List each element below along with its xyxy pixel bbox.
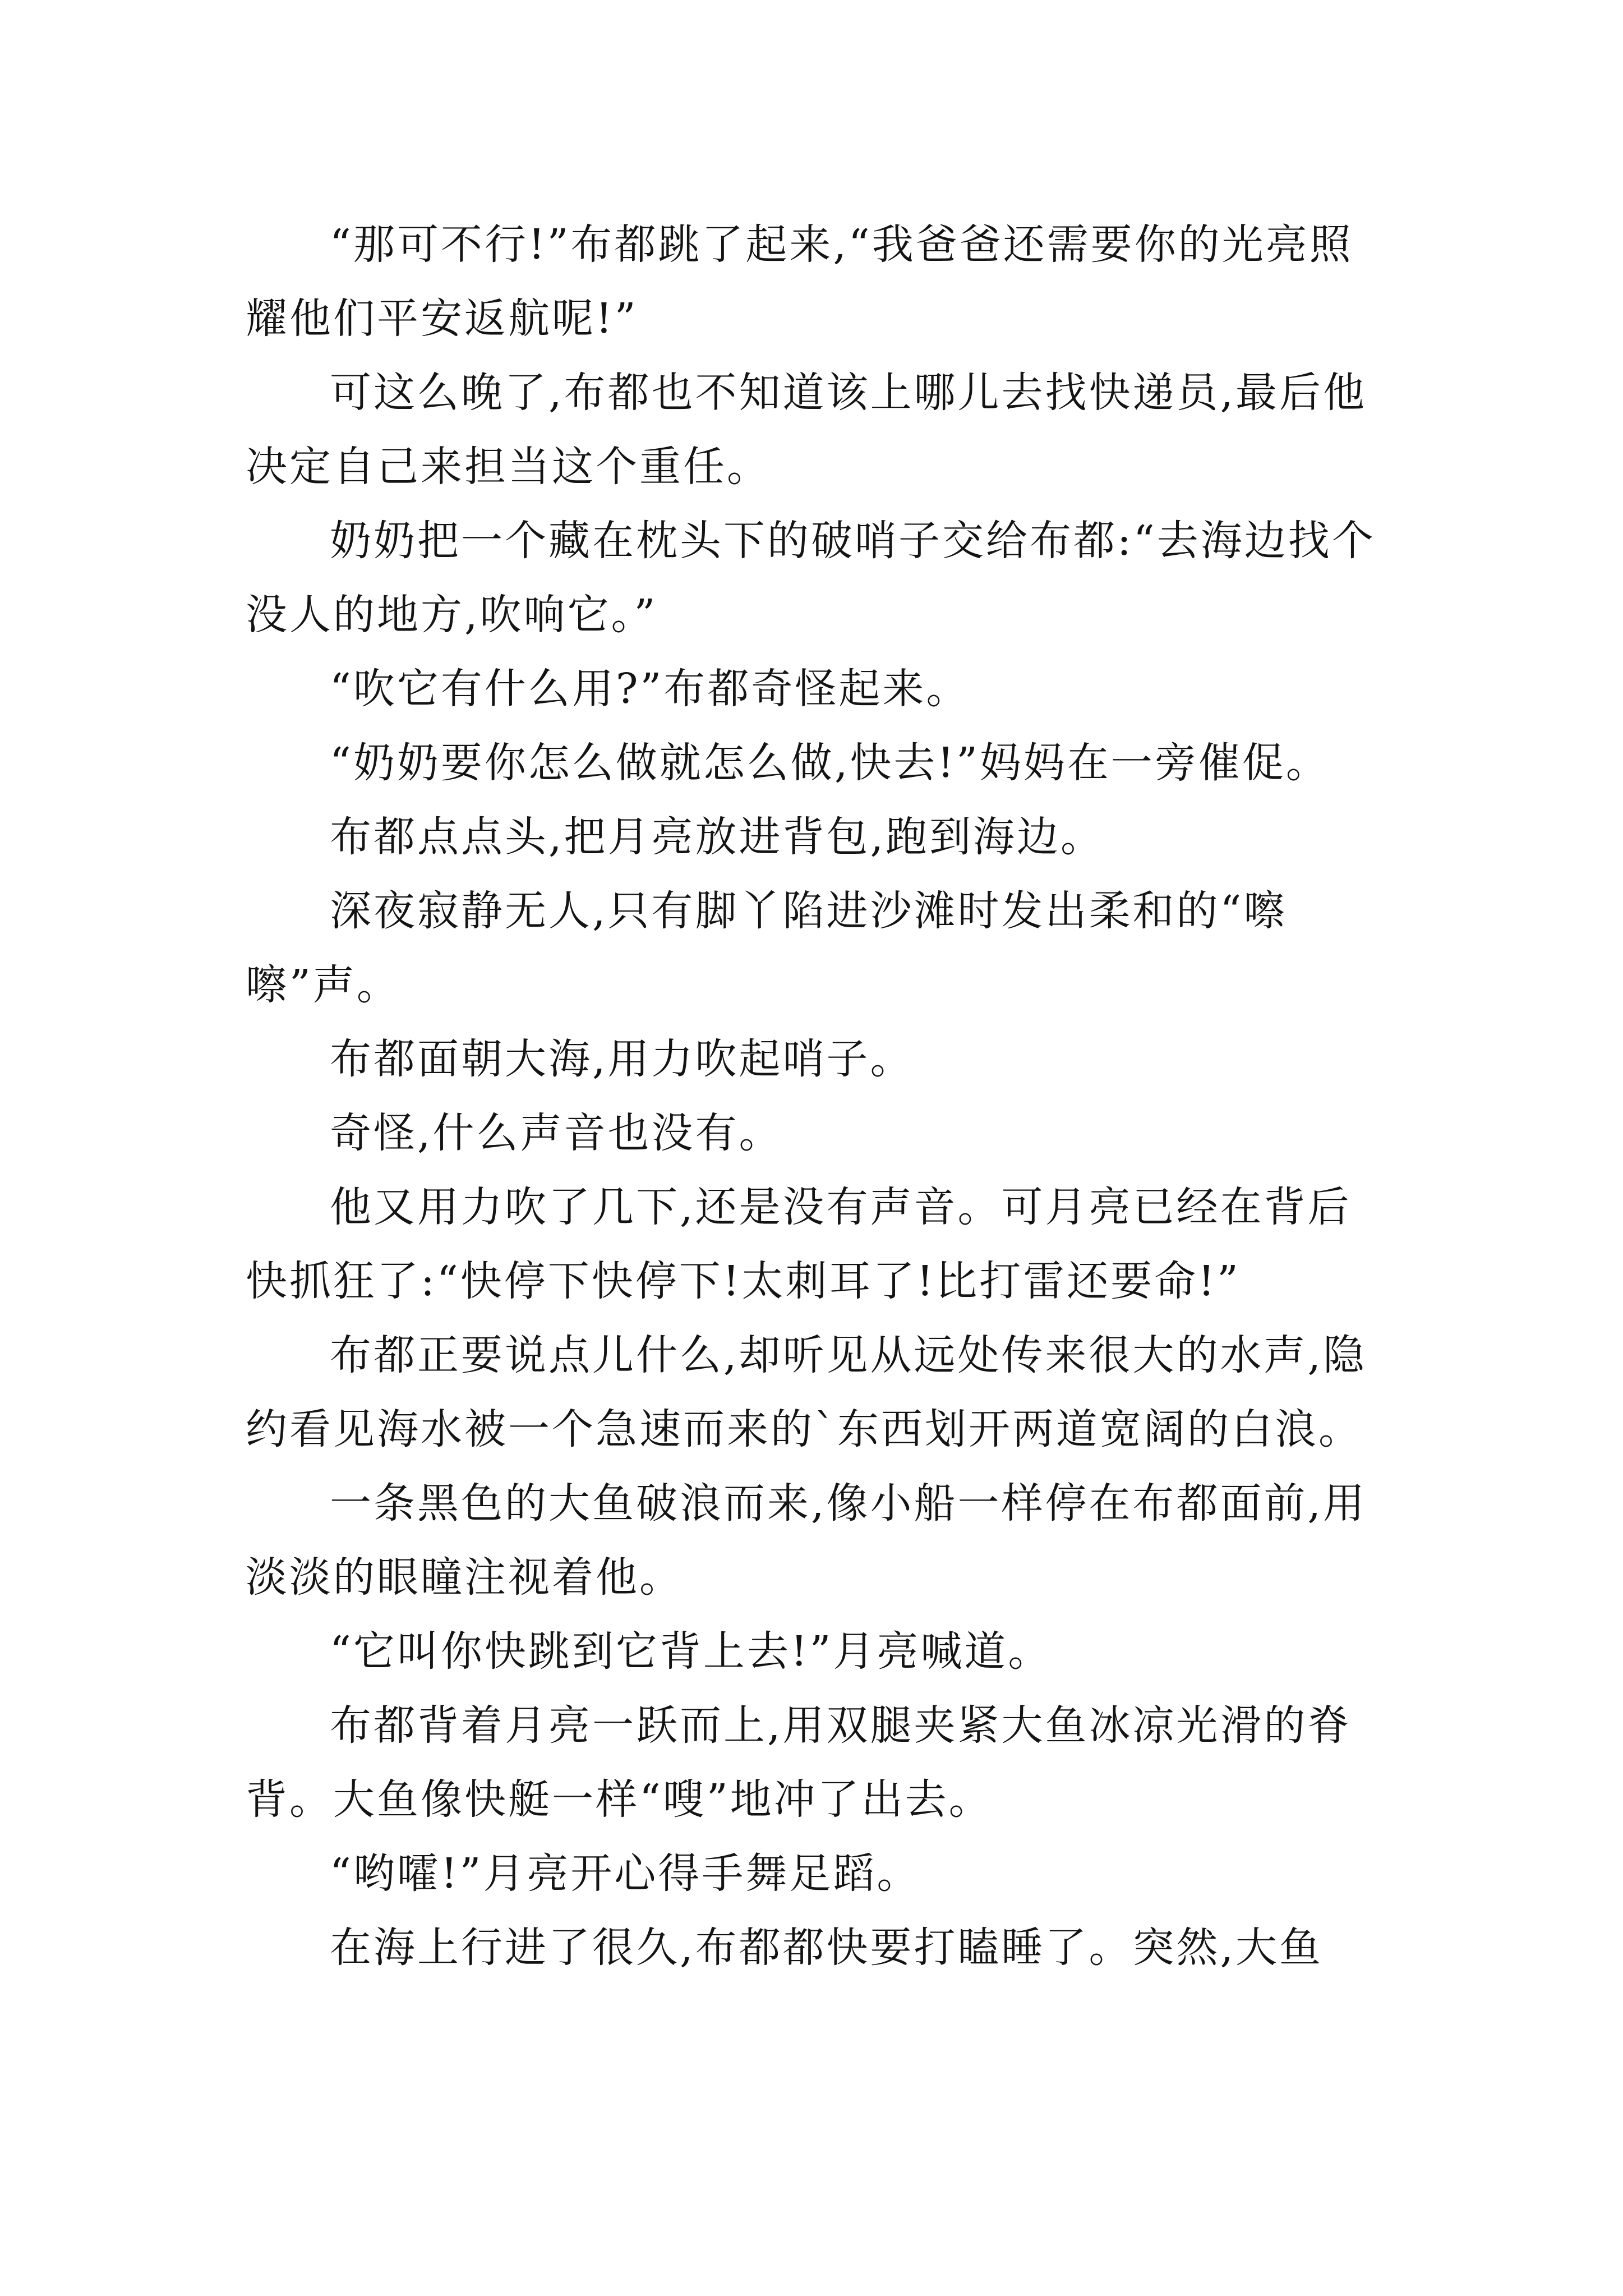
paragraph-14: 布都背着月亮一跃而上,用双腿夹紧大鱼冰凉光滑的脊背。大鱼像快艇一样“嗖”地冲了出去。 [246,1701,1352,1824]
paragraph-8: 布都面朝大海,用力吹起哨子。 [330,1035,914,1083]
paragraph-4: “吹它有什么用?”布都奇怪起来。 [330,665,970,713]
paragraph-1: “那可不行!”布都跳了起来,“我爸爸还需要你的光亮照耀他们平安返航呢!” [246,220,1353,343]
paragraph-16: 在海上行进了很久,布都都快要打瞌睡了。突然,大鱼 [330,1924,1324,1972]
paragraph-5: “奶奶要你怎么做就怎么做,快去!”妈妈在一旁催促。 [330,739,1330,787]
story-text [246,208,1390,1985]
paragraph-13: “它叫你快跳到它背上去!”月亮喊道。 [330,1627,1052,1676]
paragraph-6: 布都点点头,把月亮放进背包,跑到海边。 [330,813,1105,861]
paragraph-3: 奶奶把一个藏在枕头下的破哨子交给布都:“去海边找个没人的地方,吹响它。” [246,517,1376,639]
paragraph-11: 布都正要说点儿什么,却听见从远处传来很大的水声,隐约看见海水被一个急速而来的`东西划开两道宽阔的白浪。 [246,1331,1367,1453]
paragraph-12: 一条黑色的大鱼破浪而来,像小船一样停在布都面前,用淡淡的眼瞳注视着他。 [246,1479,1367,1602]
paragraph-15: “哟嚯!”月亮开心得手舞足蹈。 [330,1849,921,1898]
paragraph-9: 奇怪,什么声音也没有。 [330,1109,783,1157]
paragraph-10: 他又用力吹了几下,还是没有声音。可月亮已经在背后快抓狂了:“快停下快停下!太刺耳了!比打雷还要命!” [246,1183,1352,1305]
paragraph-2: 可这么晚了,布都也不知道该上哪儿去找快递员,最后他决定自己来担当这个重任。 [246,369,1367,491]
paragraph-7: 深夜寂静无人,只有脚丫陷进沙滩时发出柔和的“嚓嚓”声。 [246,887,1288,1009]
